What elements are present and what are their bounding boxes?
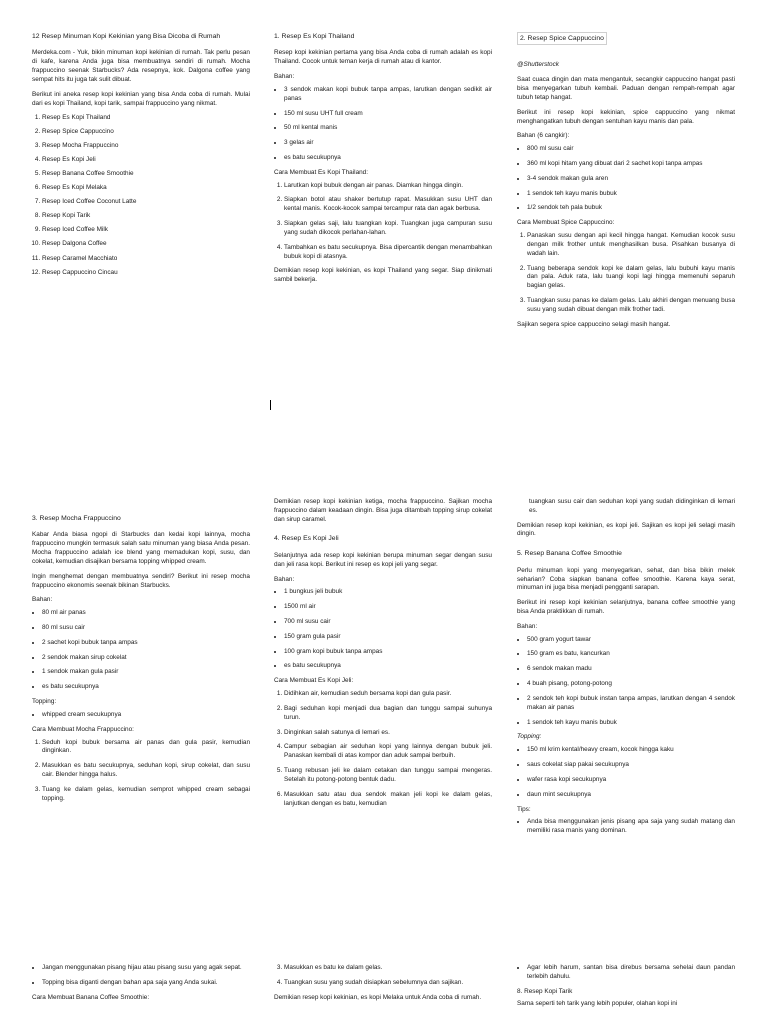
- section-heading: 4. Resep Es Kopi Jeli: [274, 535, 339, 543]
- list-item: 2. Tuang beberapa sendok kopi ke dalam gelas, lalu bubuhi kayu manis dan pala. Aduk rata, lalu tuangi kopi lagi hingga memenuhi separuh bagian gelas.: [527, 265, 735, 291]
- paragraph: Demikian resep kopi kekinian, es kopi Thailand yang segar. Siap dinikmati sambil bekerja.: [274, 267, 492, 284]
- paragraph: Demikian resep kopi kekinian, es kopi Melaka untuk Anda coba di rumah.: [274, 993, 482, 1001]
- section-heading: 1. Resep Es Kopi Thailand: [274, 33, 355, 40]
- tips-list: [517, 818, 735, 836]
- list-item: 1. Panaskan susu dengan api kecil hingga hangat. Kemudian kocok susu dengan milk frother untuk menghasilkan busa. Pisahkan busanya di wadah lain.: [527, 232, 735, 258]
- list-item: • Anda bisa menggunakan jenis pisang apa saja yang sudah matang dan memiliki rasa manis yang dominan.: [527, 818, 735, 836]
- list-item: • Topping bisa diganti dengan bahan apa saja yang Anda sukai.: [42, 979, 250, 988]
- list-item: • 6 sendok makan madu: [527, 665, 735, 674]
- list-item: • 50 ml kental manis: [284, 124, 492, 133]
- paragraph: Sajikan segera spice cappuccino selagi masih hangat.: [517, 320, 671, 328]
- list-item: 9. Resep Iced Coffee Milk: [42, 226, 250, 235]
- list-item: • 80 ml air panas: [42, 609, 250, 618]
- method-label: Cara Membuat Es Kopi Jeli:: [274, 677, 354, 685]
- list-item: 1. Larutkan kopi bubuk dengan air panas. Diamkan hingga dingin.: [284, 182, 492, 191]
- list-item: 12. Resep Cappuccino Cincau: [42, 269, 250, 278]
- list-item: • 150 ml krim kental/heavy cream, kocok hingga kaku: [527, 746, 735, 755]
- list-item: • 80 ml susu cair: [42, 624, 250, 633]
- image-credit: @Shutterstock: [517, 61, 560, 69]
- paragraph: Ingin menghemat dengan membuatnya sendiri? Berikut ini resep mocha frappuccino ekonomis seenak bikinan Starbucks.: [32, 572, 250, 589]
- list-item: 6. Masukkan satu atau dua sendok makan jeli kopi ke dalam gelas, lanjutkan dengan es batu, kemudian: [284, 791, 492, 809]
- list-item: • 2 sendok teh kopi bubuk instan tanpa ampas, larutkan dengan 4 sendok makan air panas: [527, 695, 735, 713]
- list-item: • 1/2 sendok teh pala bubuk: [527, 204, 735, 213]
- paragraph: Selanjutnya ada resep kopi kekinian berupa minuman segar dengan susu dan jeli rasa kopi. Berikut ini resep es kopi jeli yang segar.: [274, 551, 492, 568]
- list-item: • 150 gram es batu, kancurkan: [527, 650, 735, 659]
- text-cursor: [270, 400, 271, 410]
- list-item: 3. Siapkan gelas saji, lalu tuangkan kopi. Tuangkan juga campuran susu yang sudah dikocok perlahan-lahan.: [284, 220, 492, 238]
- tips-list: [32, 964, 250, 988]
- paragraph: Resep kopi kekinian pertama yang bisa Anda coba di rumah adalah es kopi Thailand. Cocok untuk teman kerja di rumah atau di kantor.: [274, 49, 492, 66]
- intro-paragraph: Berikut ini aneka resep kopi kekinian yang bisa Anda coba di rumah. Mulai dari es kopi Thailand, kopi tarik, sampai frappuccino yang nikmat.: [32, 90, 250, 107]
- page3-middle-column: [274, 964, 492, 1008]
- page2-right-column: [517, 498, 735, 842]
- page3-left-column: [32, 964, 250, 1006]
- list-item: 1. Seduh kopi bubuk bersama air panas dan gula pasir, kemudian dinginkan.: [42, 739, 250, 757]
- section-heading: 8. Resep Kopi Tarik: [517, 987, 573, 995]
- list-item: • 3 gelas air: [284, 139, 492, 148]
- paragraph: Berikut ini resep kopi kekinian selanjutnya, banana coffee smoothie yang bisa Anda praktikkan di rumah.: [517, 599, 735, 615]
- section-heading: 3. Resep Mocha Frappuccino: [32, 515, 121, 522]
- list-item: • 150 ml susu UHT full cream: [284, 110, 492, 119]
- intro-paragraph: Merdeka.com - Yuk, bikin minuman kopi kekinian di rumah. Tak perlu pesan di kafe, karena Anda juga bisa membuatnya sendiri di rumah. Mocha frappuccino seenak Starbucks? Ada resepnya, kok. Dalgona coffee yang sempat hits itu juga tak sulit dibuat.: [32, 49, 250, 83]
- list-item: • 4 buah pisang, potong-potong: [527, 680, 735, 689]
- method-list: [274, 690, 492, 808]
- ingredients-label: Bahan:: [274, 575, 295, 583]
- list-item: 4. Campur sebagian air seduhan kopi yang lainnya dengan bubuk jeli. Panaskan kembali di atas kompor dan aduk sampai berbuih.: [284, 743, 492, 761]
- method-label: Cara Membuat Es Kopi Thailand:: [274, 168, 369, 176]
- list-item: • 3 sendok makan kopi bubuk tanpa ampas, larutkan dengan sedikit air panas: [284, 86, 492, 104]
- list-item: 2. Resep Spice Cappuccino: [42, 128, 250, 137]
- list-item: 2. Masukkan es batu secukupnya, seduhan kopi, sirup cokelat, dan susu cair. Blender hingga halus.: [42, 762, 250, 780]
- list-item: • es batu secukupnya: [284, 154, 492, 163]
- section-heading: 5. Resep Banana Coffee Smoothie: [517, 550, 622, 558]
- ingredients-list: [517, 636, 735, 728]
- list-item: 4. Tuangkan susu yang sudah disiapkan sebelumnya dan sajikan.: [284, 979, 492, 988]
- ingredients-list: [274, 86, 492, 163]
- ingredients-list: [32, 609, 250, 692]
- method-list: [32, 739, 250, 804]
- ingredients-label: Bahan:: [32, 596, 53, 604]
- page2-left-column: [32, 514, 250, 810]
- list-item: • whipped cream secukupnya: [42, 711, 250, 720]
- ingredients-list: [274, 588, 492, 671]
- ingredients-list: [517, 145, 735, 213]
- list-item: • 100 gram kopi bubuk tanpa ampas: [284, 648, 492, 657]
- list-item: 5. Tuang rebusan jeli ke dalam cetakan dan tunggu sampai mengeras. Setelah itu potong-potong bentuk dadu.: [284, 767, 492, 785]
- list-item: 3. Tuangkan susu panas ke dalam gelas. Lalu akhiri dengan menuang busa susu yang sudah dibuat dengan milk frother tadi.: [527, 297, 735, 315]
- paragraph: tuangkan susu cair dan seduhan kopi yang sudah didinginkan di lemari es.: [529, 498, 735, 514]
- paragraph: Saat cuaca dingin dan mata mengantuk, secangkir cappuccino hangat pasti bisa menyegarkan tubuh kembali. Paduan dengan rempah-rempah agar tubuh tetap hangat.: [517, 76, 735, 101]
- topping-list: [517, 746, 735, 799]
- list-item: • 1 bungkus jeli bubuk: [284, 588, 492, 597]
- list-item: • Jangan menggunakan pisang hijau atau pisang susu yang agak sepat.: [42, 964, 250, 973]
- method-list: [274, 964, 492, 988]
- list-item: • daun mint secukupnya: [527, 791, 735, 800]
- list-item: • 2 sendok makan sirup cokelat: [42, 654, 250, 663]
- topping-label: Topping:: [32, 698, 57, 706]
- list-item: • 1500 ml air: [284, 603, 492, 612]
- list-item: • 2 sachet kopi bubuk tanpa ampas: [42, 639, 250, 648]
- paragraph: Sama seperti teh tarik yang lebih populer, olahan kopi ini: [517, 1000, 678, 1008]
- list-item: • 1 sendok teh kayu manis bubuk: [527, 190, 735, 199]
- list-item: 4. Tambahkan es batu secukupnya. Bisa dipercantik dengan menambahkan bubuk kopi di atasnya.: [284, 244, 492, 262]
- list-item: • es batu secukupnya: [42, 683, 250, 692]
- method-list: [274, 182, 492, 262]
- page2-middle-column: [274, 498, 492, 814]
- page1-right-column: [517, 32, 735, 336]
- list-item: • 800 ml susu cair: [527, 145, 735, 154]
- list-item: 3. Dinginkan salah satunya di lemari es.: [284, 729, 492, 738]
- list-item: • 360 ml kopi hitam yang dibuat dari 2 sachet kopi tanpa ampas: [527, 160, 735, 169]
- method-label: Cara Membuat Banana Coffee Smoothie:: [32, 993, 150, 1001]
- list-item: 10. Resep Dalgona Coffee: [42, 240, 250, 249]
- paragraph: Demikian resep kopi kekinian, es kopi jeli. Sajikan es kopi jeli selagi masih dingin.: [517, 521, 735, 538]
- paragraph: Perlu minuman kopi yang menyegarkan, sehat, dan bisa bikin melek seharian? Coba siapkan banana coffee smoothie. Karena kaya serat, minuman ini juga bisa menjadi pengganti sarapan.: [517, 566, 735, 592]
- method-label: Cara Membuat Spice Cappuccino:: [517, 219, 615, 227]
- method-label: Cara Membuat Mocha Frappuccino:: [32, 725, 134, 733]
- tips-label: Tips:: [517, 805, 531, 813]
- paragraph: Berikut ini resep kopi kekinian, spice cappuccino yang nikmat menghangatkan tubuh dengan sentuhan kayu manis dan pala.: [517, 108, 735, 125]
- list-item: • 1 sendok teh kayu manis bubuk: [527, 719, 735, 728]
- method-list: [517, 232, 735, 315]
- recipe-index-list: [32, 114, 250, 277]
- list-item: • Agar lebih harum, santan bisa direbus bersama sehelai daun pandan terlebih dahulu.: [527, 964, 735, 982]
- page3-right-column: [517, 964, 735, 1015]
- section-heading: [517, 32, 735, 45]
- list-item: 1. Didihkan air, kemudian seduh bersama kopi dan gula pasir.: [284, 690, 492, 699]
- paragraph: Demikian resep kopi kekinian ketiga, mocha frappuccino. Sajikan mocha frappuccino dalam keadaan dingin. Bisa juga ditambah topping sirup cokelat dan sirup caramel.: [274, 498, 492, 523]
- ingredients-label: Bahan:: [517, 622, 538, 630]
- list-item: 3. Masukkan es batu ke dalam gelas.: [284, 964, 492, 973]
- list-item: • 700 ml susu cair: [284, 618, 492, 627]
- list-item: • 150 gram gula pasir: [284, 633, 492, 642]
- page1-middle-column: [274, 32, 492, 291]
- list-item: 3. Tuang ke dalam gelas, kemudian semprot whipped cream sebagai topping.: [42, 786, 250, 804]
- list-item: • saus cokelat siap pakai secukupnya: [527, 761, 735, 770]
- page1-left-column: [32, 32, 250, 283]
- list-item: • es batu secukupnya: [284, 662, 492, 671]
- list-item: • 3-4 sendok makan gula aren: [527, 175, 735, 184]
- article-title: 12 Resep Minuman Kopi Kekinian yang Bisa Dicoba di Rumah: [32, 33, 221, 40]
- topping-label: Topping:: [517, 733, 542, 741]
- list-item: 4. Resep Es Kopi Jeli: [42, 156, 250, 165]
- ingredients-label: Bahan:: [274, 73, 295, 81]
- list-item: 8. Resep Kopi Tarik: [42, 212, 250, 221]
- list-item: • 1 sendok makan gula pasir: [42, 668, 250, 677]
- list-item: • wafer rasa kopi secukupnya: [527, 776, 735, 785]
- list-item: 11. Resep Caramel Macchiato: [42, 255, 250, 264]
- heading-box: 2. Resep Spice Cappuccino: [517, 32, 607, 45]
- list-item: • 500 gram yogurt tawar: [527, 636, 735, 645]
- tips-list: [517, 964, 735, 982]
- list-item: 6. Resep Es Kopi Melaka: [42, 184, 250, 193]
- paragraph: Kabar Anda biasa ngopi di Starbucks dan kedai kopi lainnya, mocha frappuccino mungkin termasuk salah satu minuman yang biasa Anda pesan. Mocha frappuccino adalah ice blend yang memadukan kopi, susu, dan cokelat, kemudian disajikan bersama topping whipped cream.: [32, 531, 250, 565]
- list-item: 5. Resep Banana Coffee Smoothie: [42, 170, 250, 179]
- list-item: 3. Resep Mocha Frappuccino: [42, 142, 250, 151]
- topping-list: [32, 711, 250, 720]
- ingredients-label: Bahan (6 cangkir):: [517, 132, 570, 140]
- list-item: 2. Bagi seduhan kopi menjadi dua bagian dan tunggu sampai suhunya turun.: [284, 705, 492, 723]
- list-item: 1. Resep Es Kopi Thailand: [42, 114, 250, 123]
- list-item: 7. Resep Iced Coffee Coconut Latte: [42, 198, 250, 207]
- list-item: 2. Siapkan botol atau shaker bertutup rapat. Masukkan susu UHT dan kental manis. Kocok-kocok sampai tercampur rata dan agak berbusa.: [284, 196, 492, 214]
